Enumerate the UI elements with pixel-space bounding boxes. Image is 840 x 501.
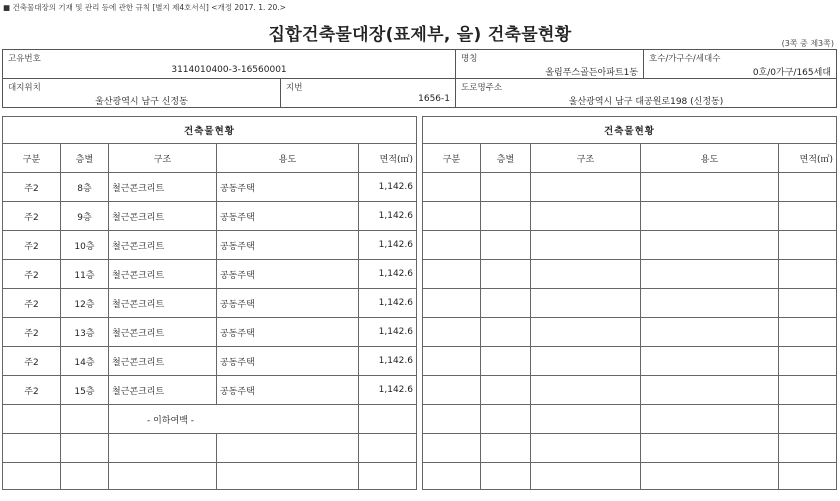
row-floor: 8층	[61, 173, 109, 202]
col-header-structure: 구조	[109, 144, 217, 173]
lot-value: 1656-1	[418, 94, 451, 104]
row-type: 주2	[3, 376, 61, 405]
right-section-title: 건축물현황	[423, 117, 837, 144]
col-header-area: 면적(㎡)	[359, 144, 417, 173]
col-header-type: 구분	[3, 144, 61, 173]
site-cell	[3, 79, 281, 108]
form-notice: ■ 건축물대장의 기재 및 관리 등에 관한 규칙 [별지 제4호서식] <개정 2017. 1. 20.>	[3, 3, 286, 12]
road-cell	[456, 79, 837, 108]
end-note-row	[3, 405, 837, 434]
col-header-structure-right: 구조	[531, 144, 641, 173]
col-header-area-right: 면적(㎡)	[779, 144, 837, 173]
table-row	[3, 347, 837, 376]
road-label: 도로명주소	[461, 83, 503, 93]
row-floor: 9층	[61, 202, 109, 231]
row-floor: 12층	[61, 289, 109, 318]
lot-cell	[281, 79, 456, 108]
col-header-floor: 층별	[61, 144, 109, 173]
col-header-floor-right: 층별	[481, 144, 531, 173]
row-floor: 11층	[61, 260, 109, 289]
row-area: 1,142.6	[359, 202, 417, 231]
row-type: 주2	[3, 289, 61, 318]
row-use: 공동주택	[217, 376, 359, 405]
table-row	[3, 202, 837, 231]
row-structure: 철근콘크리트	[109, 318, 217, 347]
row-area: 1,142.6	[359, 347, 417, 376]
name-cell	[456, 50, 644, 79]
row-type: 주2	[3, 318, 61, 347]
row-floor: 15층	[61, 376, 109, 405]
units-cell	[644, 50, 837, 79]
row-structure: 철근콘크리트	[109, 347, 217, 376]
row-type: 주2	[3, 347, 61, 376]
row-floor: 10층	[61, 231, 109, 260]
site-label: 대지위치	[8, 83, 41, 93]
row-structure: 철근콘크리트	[109, 173, 217, 202]
row-use: 공동주택	[217, 289, 359, 318]
row-structure: 철근콘크리트	[109, 202, 217, 231]
row-structure: 철근콘크리트	[109, 289, 217, 318]
row-type: 주2	[3, 231, 61, 260]
empty-row	[3, 463, 837, 490]
id-value: 3114010400-3-16560001	[171, 65, 287, 75]
row-floor: 13층	[61, 318, 109, 347]
row-area: 1,142.6	[359, 173, 417, 202]
row-use: 공동주택	[217, 173, 359, 202]
row-use: 공동주택	[217, 202, 359, 231]
row-floor: 14층	[61, 347, 109, 376]
row-area: 1,142.6	[359, 260, 417, 289]
info-table	[2, 49, 837, 108]
name-value: 올림푸스골든아파트1동	[545, 68, 639, 78]
end-note: - 이하여백 -	[109, 405, 359, 434]
left-section-title: 건축물현황	[3, 117, 417, 144]
table-row	[3, 231, 837, 260]
row-type: 주2	[3, 173, 61, 202]
row-area: 1,142.6	[359, 318, 417, 347]
row-area: 1,142.6	[359, 376, 417, 405]
page-number: (3쪽 중 제3쪽)	[781, 39, 834, 48]
row-area: 1,142.6	[359, 289, 417, 318]
id-label: 고유번호	[8, 54, 41, 64]
empty-row	[3, 434, 837, 463]
road-value: 울산광역시 남구 대공원로198 (신정동)	[568, 97, 724, 107]
table-row	[3, 318, 837, 347]
lot-label: 지번	[286, 83, 303, 93]
table-row	[3, 173, 837, 202]
row-structure: 철근콘크리트	[109, 260, 217, 289]
row-use: 공동주택	[217, 347, 359, 376]
building-status-table	[2, 116, 837, 490]
col-header-type-right: 구분	[423, 144, 481, 173]
units-label: 호수/가구수/세대수	[649, 54, 721, 64]
name-label: 명칭	[461, 54, 478, 64]
table-row	[3, 289, 837, 318]
row-type: 주2	[3, 260, 61, 289]
row-use: 공동주택	[217, 318, 359, 347]
row-type: 주2	[3, 202, 61, 231]
site-value: 울산광역시 남구 신정동	[95, 97, 188, 107]
table-row	[3, 376, 837, 405]
col-header-use: 용도	[217, 144, 359, 173]
id-cell	[3, 50, 456, 79]
row-use: 공동주택	[217, 231, 359, 260]
table-row	[3, 260, 837, 289]
units-value: 0호/0가구/165세대	[752, 68, 832, 78]
row-area: 1,142.6	[359, 231, 417, 260]
page-title: 집합건축물대장(표제부, 을) 건축물현황	[268, 25, 572, 45]
row-structure: 철근콘크리트	[109, 376, 217, 405]
row-use: 공동주택	[217, 260, 359, 289]
row-structure: 철근콘크리트	[109, 231, 217, 260]
col-header-use-right: 용도	[641, 144, 779, 173]
